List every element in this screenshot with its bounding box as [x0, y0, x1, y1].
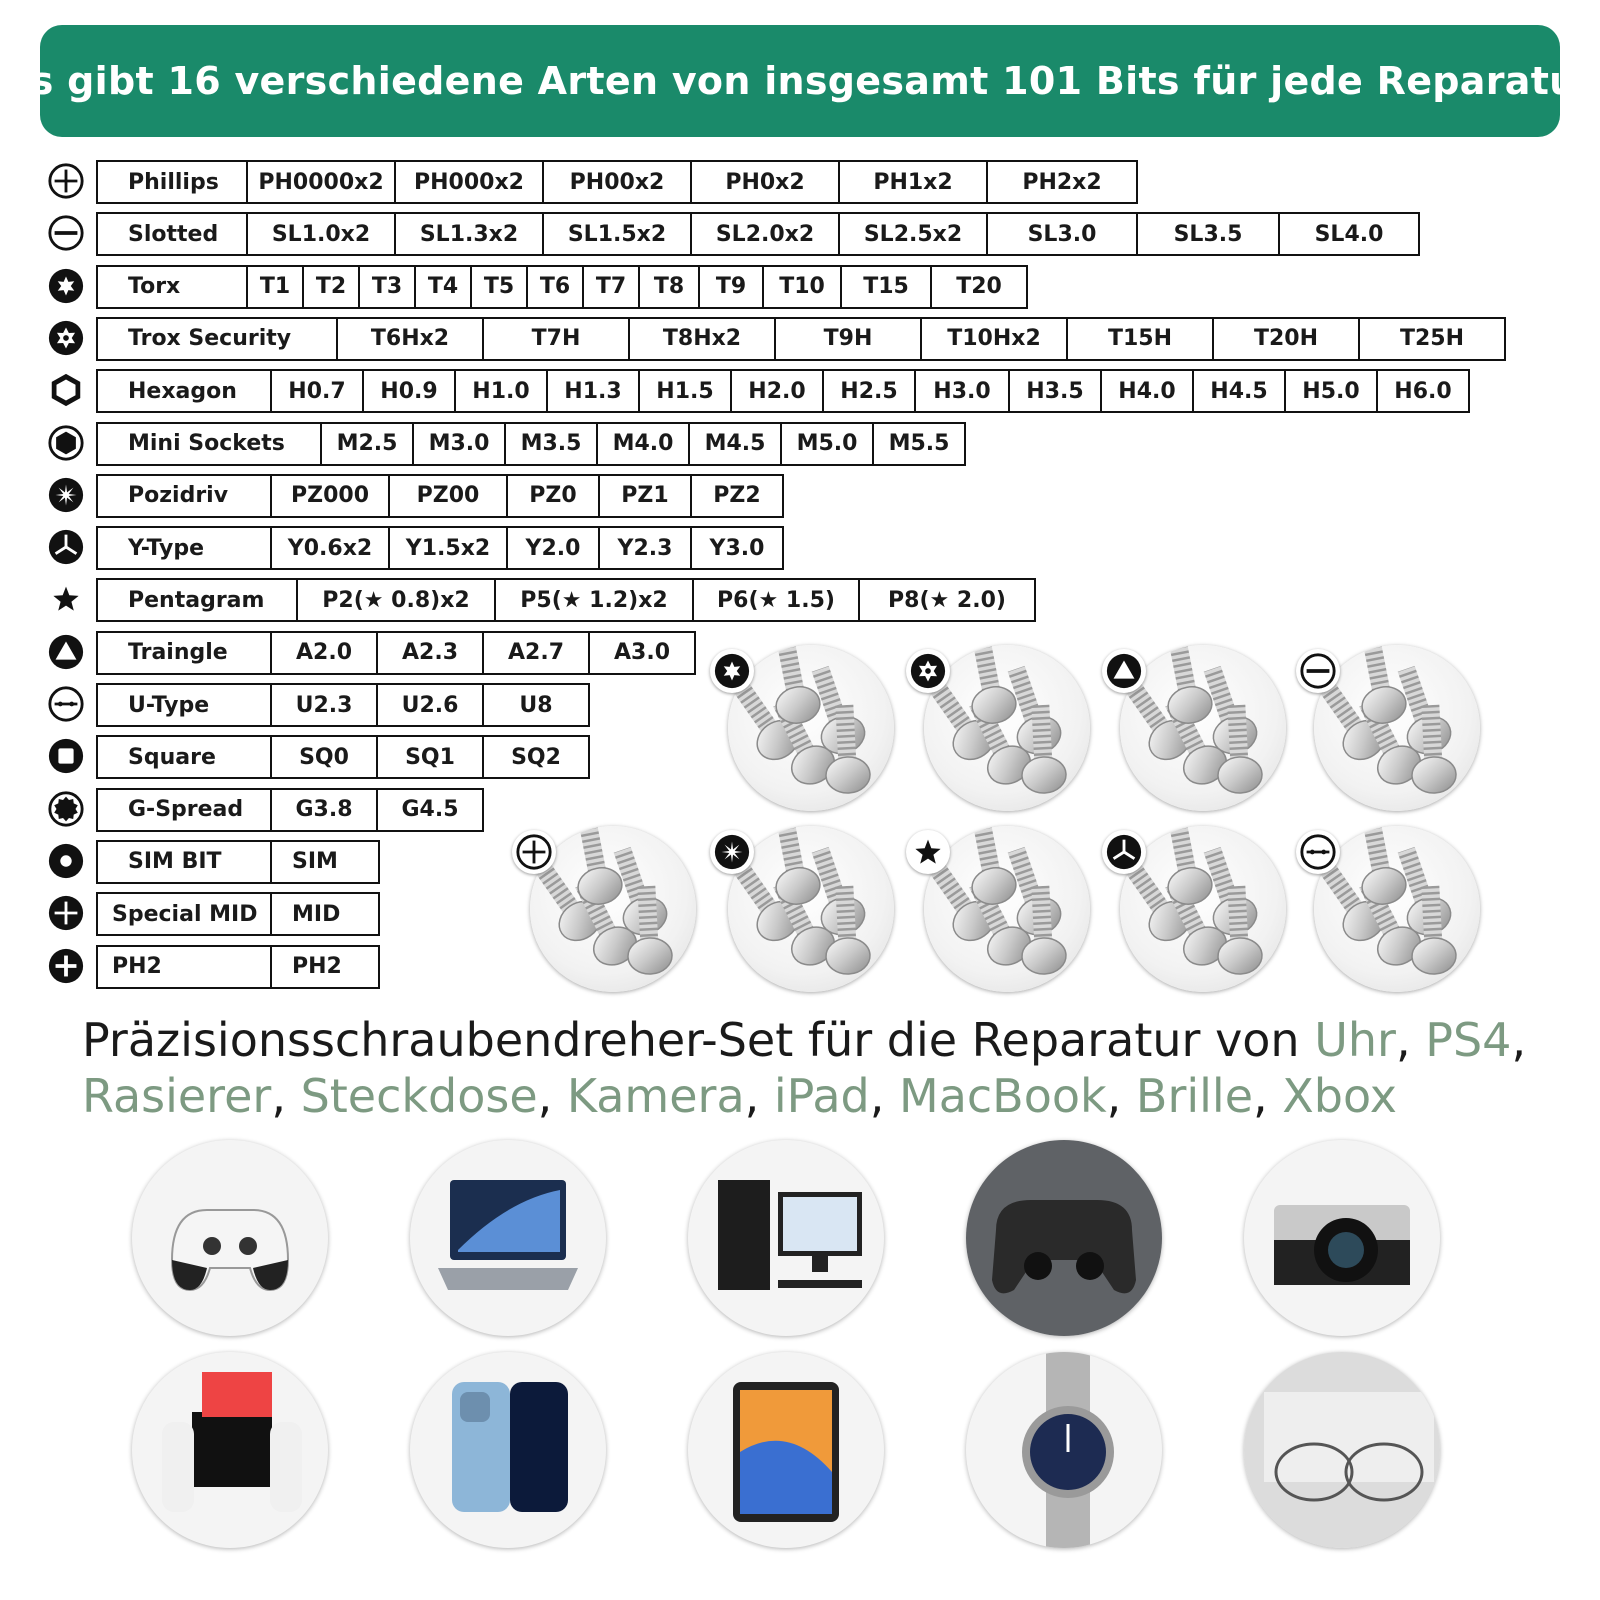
caption-separator: , [1106, 1069, 1136, 1123]
bit-size-cell: H4.0 [1100, 371, 1192, 411]
bit-size-cell: H1.5 [638, 371, 730, 411]
bit-size-cell: P8(★ 2.0) [858, 580, 1034, 620]
caption-device: Uhr [1314, 1013, 1396, 1067]
bit-cells [96, 788, 484, 832]
bit-type-label: PH2 [112, 954, 162, 979]
page-title: Es gibt 16 verschiedene Arten von insgesamt 101 Bits für jede Reparatur [4, 59, 1596, 103]
bit-size-cell: SL2.0x2 [690, 214, 838, 254]
torx-icon [710, 649, 754, 693]
g-spread-icon [47, 790, 85, 828]
bit-size-cell: T10 [762, 267, 840, 307]
bit-size-cell: PH000x2 [394, 162, 542, 202]
ps2-controller-photo [966, 1140, 1162, 1336]
game-controller-photo [132, 1140, 328, 1336]
bit-size-cell: Y1.5x2 [388, 528, 506, 568]
bit-size-cell: A2.3 [376, 633, 482, 673]
bit-size-cell: H3.0 [914, 371, 1008, 411]
bit-size-cell: G4.5 [376, 790, 482, 830]
caption-device: Kamera [566, 1069, 745, 1123]
triangle-icon [1102, 649, 1146, 693]
bit-size-cell: SL4.0 [1278, 214, 1418, 254]
bit-size-cell: M5.5 [872, 424, 964, 464]
bit-type-label: Traingle [128, 640, 228, 666]
bit-type-label: Slotted [128, 221, 219, 247]
bit-cells [96, 317, 1506, 361]
bit-size-cell: PZ2 [690, 476, 782, 516]
bit-size-cell: SL1.5x2 [542, 214, 690, 254]
bit-size-cell: T6 [526, 267, 582, 307]
eyeglasses-photo [1244, 1352, 1440, 1548]
torx-security-icon [47, 319, 85, 357]
special-mid-icon [47, 894, 85, 932]
bit-size-cell: G3.8 [270, 790, 376, 830]
bit-size-cell: PZ1 [598, 476, 690, 516]
bit-size-cell: A3.0 [588, 633, 694, 673]
caption-device: PS4 [1425, 1013, 1512, 1067]
bit-cells [96, 840, 380, 884]
caption-separator: , [869, 1069, 899, 1123]
desktop-computer-photo [688, 1140, 884, 1336]
phillips-icon [512, 830, 556, 874]
caption-separator: , [1395, 1013, 1426, 1067]
bit-size-cell: T10Hx2 [920, 319, 1066, 359]
y-type-icon [1102, 830, 1146, 874]
bit-size-cell: SQ0 [270, 737, 376, 777]
bit-cells [96, 578, 1036, 622]
bit-cells [96, 945, 380, 989]
caption-device: Steckdose [300, 1069, 538, 1123]
ph2-icon [47, 947, 85, 985]
bit-type-label: Square [128, 744, 216, 770]
bit-cells [96, 892, 380, 936]
bit-size-cell: PH00x2 [542, 162, 690, 202]
caption-separator: , [537, 1069, 567, 1123]
bit-size-cell: MID [270, 894, 378, 934]
bit-size-cell: Y0.6x2 [270, 528, 388, 568]
bit-size-cell: SQ1 [376, 737, 482, 777]
mini-socket-icon [47, 424, 85, 462]
caption-separator: , [271, 1069, 301, 1123]
bit-type-label: U-Type [128, 692, 210, 718]
bit-cells [96, 631, 696, 675]
bit-size-cell: SL1.3x2 [394, 214, 542, 254]
wristwatch-photo [966, 1352, 1162, 1548]
slotted-icon [47, 214, 85, 252]
bit-size-cell: SIM [270, 842, 378, 882]
bit-size-cell: H6.0 [1376, 371, 1468, 411]
bit-cells [96, 683, 590, 727]
bit-size-cell: H2.0 [730, 371, 822, 411]
smartphone-photo [410, 1352, 606, 1548]
bit-cells [96, 735, 590, 779]
bit-size-cell: Y2.0 [506, 528, 598, 568]
bit-size-cell: T9 [698, 267, 762, 307]
square-icon [47, 737, 85, 775]
bit-size-cell: PH2x2 [986, 162, 1136, 202]
bit-size-cell: T25H [1358, 319, 1504, 359]
bit-size-cell: P5(★ 1.2)x2 [494, 580, 692, 620]
bit-size-cell: T6Hx2 [336, 319, 482, 359]
pozidriv-icon [710, 830, 754, 874]
game-console-photo [132, 1352, 328, 1548]
bit-size-cell: M2.5 [320, 424, 412, 464]
caption-separator: , [1511, 1013, 1527, 1067]
caption-device: Brille [1135, 1069, 1254, 1123]
caption [82, 1012, 1542, 1124]
bit-size-cell: T5 [470, 267, 526, 307]
bit-size-cell: T1 [246, 267, 302, 307]
bit-type-label: Y-Type [128, 535, 205, 561]
bit-size-cell: M5.0 [780, 424, 872, 464]
caption-device: Xbox [1282, 1069, 1397, 1123]
bit-size-cell: Y2.3 [598, 528, 690, 568]
caption-separator: , [744, 1069, 774, 1123]
bit-size-cell: PH0x2 [690, 162, 838, 202]
caption-device: iPad [773, 1069, 870, 1123]
laptop-photo [410, 1140, 606, 1336]
sim-bit-icon [47, 842, 85, 880]
bit-size-cell: T2 [302, 267, 358, 307]
bit-type-label: SIM BIT [128, 849, 222, 875]
bit-size-cell: T20H [1212, 319, 1358, 359]
bit-size-cell: U2.3 [270, 685, 376, 725]
bit-size-cell: H2.5 [822, 371, 914, 411]
bit-size-cell: PH2 [270, 947, 378, 987]
bit-type-label: Torx [128, 274, 181, 300]
bit-size-cell: T15 [840, 267, 930, 307]
torx-icon [47, 267, 85, 305]
bit-type-label: G-Spread [128, 797, 244, 823]
bit-type-label: Pozidriv [128, 483, 229, 509]
bit-size-cell: T4 [414, 267, 470, 307]
camera-photo [1244, 1140, 1440, 1336]
pozidriv-icon [47, 476, 85, 514]
caption-device: MacBook [899, 1069, 1107, 1123]
bit-size-cell: T20 [930, 267, 1026, 307]
bit-size-cell: U2.6 [376, 685, 482, 725]
slotted-icon [1296, 649, 1340, 693]
bit-size-cell: T8 [638, 267, 698, 307]
bit-cells [96, 265, 1028, 309]
triangle-icon [47, 633, 85, 671]
u-type-icon [47, 685, 85, 723]
hexagon-icon [47, 371, 85, 409]
bit-size-cell: H0.9 [362, 371, 454, 411]
bit-cells [96, 474, 784, 518]
bit-size-cell: SL2.5x2 [838, 214, 986, 254]
bit-size-cell: U8 [482, 685, 588, 725]
bit-size-cell: M3.0 [412, 424, 504, 464]
bit-size-cell: H4.5 [1192, 371, 1284, 411]
bit-size-cell: H3.5 [1008, 371, 1100, 411]
y-type-icon [47, 528, 85, 566]
bit-size-cell: PH1x2 [838, 162, 986, 202]
bit-type-label: Mini Sockets [128, 431, 285, 456]
bit-size-cell: T7 [582, 267, 638, 307]
bit-size-cell: PZ000 [270, 476, 388, 516]
bit-size-cell: M4.0 [596, 424, 688, 464]
bit-cells [96, 422, 966, 466]
bit-size-cell: T8Hx2 [628, 319, 774, 359]
bit-size-cell: SL3.5 [1136, 214, 1278, 254]
bit-size-cell: P2(★ 0.8)x2 [296, 580, 494, 620]
bit-size-cell: A2.0 [270, 633, 376, 673]
bit-size-cell: A2.7 [482, 633, 588, 673]
bit-size-cell: M3.5 [504, 424, 596, 464]
bit-size-cell: T9H [774, 319, 920, 359]
bit-cells [96, 369, 1470, 413]
bit-size-cell: H0.7 [270, 371, 362, 411]
pentagram-icon [906, 830, 950, 874]
bit-cells [96, 526, 784, 570]
bit-size-cell: H1.3 [546, 371, 638, 411]
phillips-icon [47, 162, 85, 200]
bit-size-cell: H5.0 [1284, 371, 1376, 411]
bit-cells [96, 212, 1420, 256]
bit-type-label: Hexagon [128, 378, 237, 404]
torx-security-icon [906, 649, 950, 693]
bit-size-cell: PZ0 [506, 476, 598, 516]
bit-cells [96, 160, 1138, 204]
bit-size-cell: SL1.0x2 [246, 214, 394, 254]
bit-size-cell: PH0000x2 [246, 162, 394, 202]
bit-size-cell: Y3.0 [690, 528, 782, 568]
bit-size-cell: T3 [358, 267, 414, 307]
tablet-photo [688, 1352, 884, 1548]
caption-separator: , [1253, 1069, 1283, 1123]
bit-type-label: Trox Security [128, 326, 292, 352]
bit-type-label: Phillips [128, 169, 219, 195]
u-type-icon [1296, 830, 1340, 874]
bit-size-cell: T15H [1066, 319, 1212, 359]
bit-size-cell: T7H [482, 319, 628, 359]
caption-device: Rasierer [82, 1069, 272, 1123]
bit-size-cell: SQ2 [482, 737, 588, 777]
bit-size-cell: M4.5 [688, 424, 780, 464]
pentagram-icon [47, 580, 85, 618]
bit-size-cell: PZ00 [388, 476, 506, 516]
bit-size-cell: H1.0 [454, 371, 546, 411]
bit-size-cell: SL3.0 [986, 214, 1136, 254]
bit-type-label: Pentagram [128, 587, 265, 613]
bit-type-label: Special MID [112, 901, 258, 927]
bit-size-cell: P6(★ 1.5) [692, 580, 858, 620]
caption-intro: Präzisionsschraubendreher-Set für die Reparatur von [82, 1013, 1315, 1067]
